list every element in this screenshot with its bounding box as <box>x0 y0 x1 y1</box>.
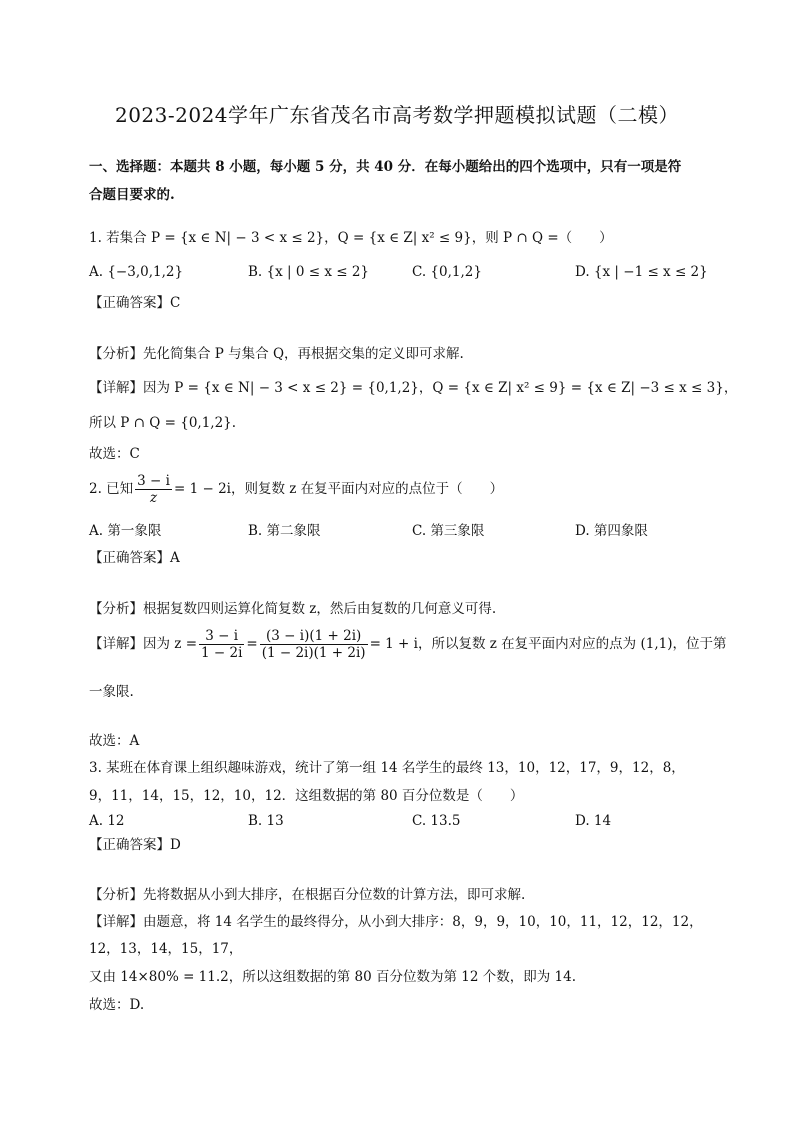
q2-detail-2: 一象限. <box>89 684 134 700</box>
q2-answer: 【正确答案】A <box>89 550 180 566</box>
q2-analysis: 【分析】根据复数四则运算化简复数 z，然后由复数的几何意义可得. <box>89 601 497 617</box>
q3-option-b: B. 13 <box>248 813 284 829</box>
q2-fraction-numerator: 3 − i <box>137 473 170 489</box>
q3-answer: 【正确答案】D <box>89 837 181 853</box>
q3-option-d: D. 14 <box>575 813 612 829</box>
document-title: 2023-2024学年广东省茂名市高考数学押题模拟试题（二模） <box>114 103 680 127</box>
q1-stem: 1. 若集合 P = {x ∈ N| − 3 < x ≤ 2}，Q = {x ∈ Z| x² ≤ 9}，则 P ∩ Q =（ ） <box>89 230 613 246</box>
q1-answer: 【正确答案】C <box>89 295 181 311</box>
q3-option-c: C. 13.5 <box>412 813 461 829</box>
q2-f2-numerator: (3 − i)(1 + 2i) <box>260 628 368 645</box>
q2-fraction-denominator: z <box>150 490 158 506</box>
q1-option-a: A. {−3,0,1,2} <box>89 264 184 280</box>
q2-stem-suffix: = 1 − 2i，则复数 z 在复平面内对应的点位于（ ） <box>173 481 504 497</box>
q3-detail-line1: 【详解】由题意，将 14 名学生的最终得分，从小到大排序：8，9，9，10，10，11，12，12，12， <box>89 914 703 930</box>
q3-stem-line2: 9，11，14，15，12，10，12．这组数据的第 80 百分位数是（ ） <box>89 788 524 804</box>
q2-detail: 【详解】因为 z = $\frac{3 - i}{1 - 2i}$ = $\frac{(3 - i)(1 + 2i)}{(1 - 2i)(1 + 2i)}$ = 1 + i，所以复数 z 在复平面内对应的点为 (1,1)，位于第 <box>89 628 727 661</box>
q2-stem <box>89 473 503 506</box>
q1-option-b: B. {x | 0 ≤ x ≤ 2} <box>248 264 370 280</box>
q2-detail-fraction-2 <box>260 628 368 661</box>
q2-choice: 故选：A <box>89 733 140 749</box>
q2-f1-numerator: 3 − i <box>199 628 244 645</box>
q2-f1-denominator: 1 − 2i <box>201 645 243 661</box>
q1-detail-2: 所以 P ∩ Q = {0,1,2}. <box>89 415 237 431</box>
q2-detail-prefix: 【详解】因为 z = <box>89 636 198 652</box>
section-heading-line1: 一、选择题：本题共 8 小题，每小题 5 分，共 40 分．在每小题给出的四个选项中，只有一项是符 <box>89 159 682 175</box>
q2-option-b: B. 第二象限 <box>248 523 321 539</box>
q3-analysis: 【分析】先将数据从小到大排序，在根据百分位数的计算方法，即可求解. <box>89 887 526 903</box>
q2-option-d: D. 第四象限 <box>575 523 648 539</box>
q2-stem-prefix: 2. 已知 <box>89 481 134 497</box>
q2-option-a: A. 第一象限 <box>89 523 162 539</box>
q1-analysis: 【分析】先化简集合 P 与集合 Q，再根据交集的定义即可求解. <box>89 346 464 362</box>
q3-detail-line3: 又由 14×80% = 11.2，所以这组数据的第 80 百分位数为第 12 个数，即为 14. <box>89 969 577 985</box>
q2-detail-suffix: = 1 + i，所以复数 z 在复平面内对应的点为 (1,1)，位于第 <box>369 636 727 652</box>
q3-choice: 故选：D. <box>89 997 145 1013</box>
q2-f2-denominator: (1 − 2i)(1 + 2i) <box>261 645 366 661</box>
section-heading-line2: 合题目要求的. <box>89 187 175 203</box>
q3-stem-line1: 3. 某班在体育课上组织趣味游戏，统计了第一组 14 名学生的最终 13，10，12，17，9，12，8， <box>89 760 685 776</box>
q2-detail-fraction-1 <box>199 628 244 661</box>
q2-option-c: C. 第三象限 <box>412 523 485 539</box>
q1-detail: 【详解】因为 P = {x ∈ N| − 3 < x ≤ 2} = {0,1,2}，Q = {x ∈ Z| x² ≤ 9} = {x ∈ Z| −3 ≤ x ≤ 3}， <box>89 380 738 396</box>
q2-fraction <box>135 473 172 506</box>
q1-option-d: D. {x | −1 ≤ x ≤ 2} <box>575 264 708 280</box>
q1-choice: 故选：C <box>89 446 140 462</box>
q3-detail-line2: 12，13，14，15，17， <box>89 941 243 957</box>
q1-option-c: C. {0,1,2} <box>412 264 482 280</box>
q3-option-a: A. 12 <box>89 813 125 829</box>
